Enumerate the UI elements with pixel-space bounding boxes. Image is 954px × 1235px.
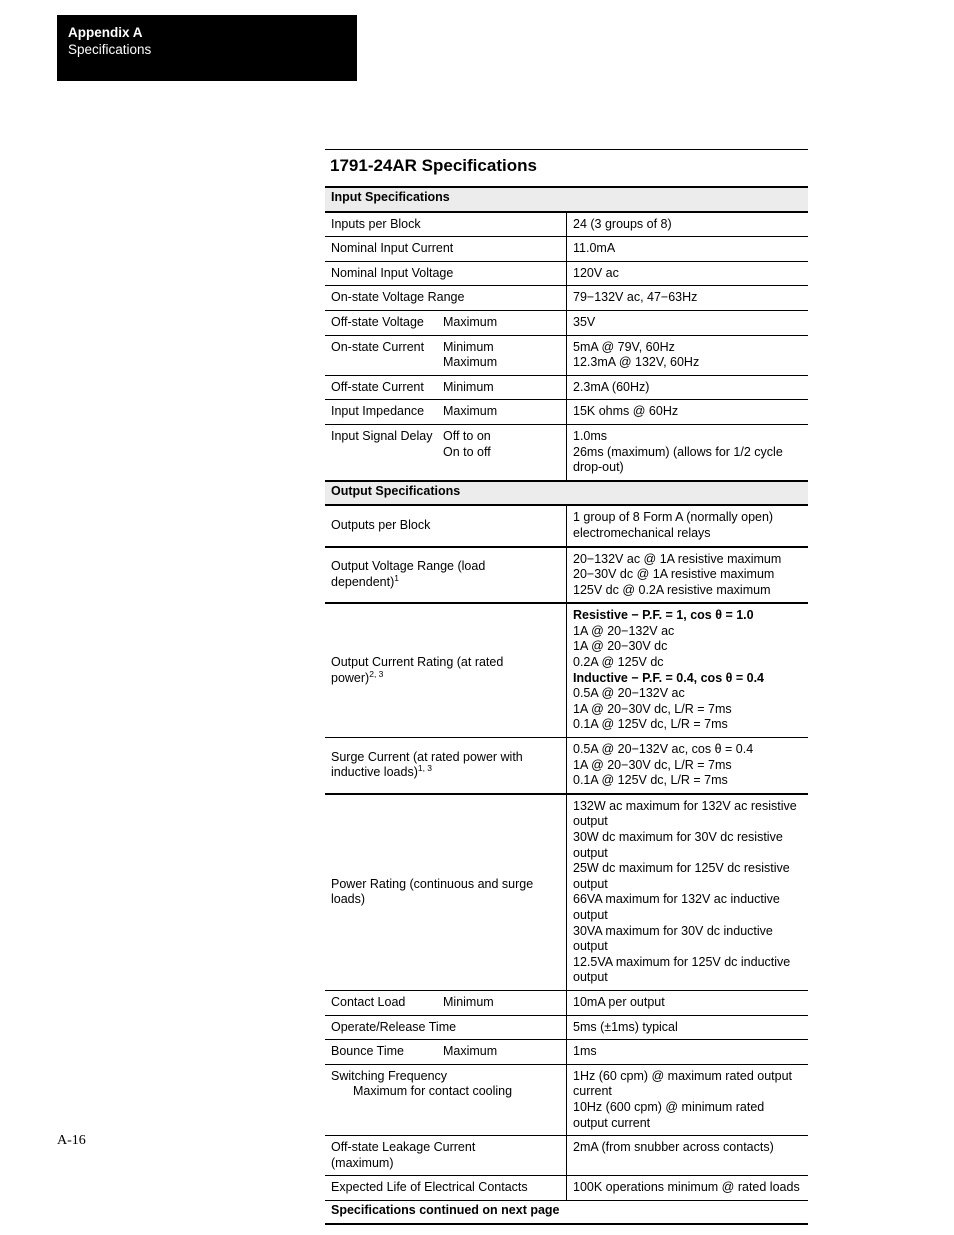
table-row: Contact Load Minimum 10mA per output — [325, 990, 808, 1015]
output-section-header: Output Specifications — [325, 481, 808, 506]
section-header — [57, 15, 357, 81]
continued-note: Specifications continued on next page — [325, 1200, 808, 1224]
table-row: Surge Current (at rated power with inductive loads)$^{1, 3}$ 0.5A @ 20−132V ac, cos θ = 0.4 1A @ 20−30V dc, L/R = 7ms 0.1A @ 125V dc, L/R = 7ms — [325, 738, 808, 794]
table-row: Operate/Release Time 5ms (±1ms) typical — [325, 1015, 808, 1040]
spec-sheet — [325, 149, 808, 1225]
page-title: 1791-24AR Specifications — [330, 156, 537, 175]
table-row: Power Rating (continuous and surge loads) 132W ac maximum for 132V ac resistive output 30W dc maximum for 30V dc resistive output 25W dc maximum for 125V dc resistive output 66VA maximum for 132V ac inductive output 30VA maximum for 30V dc inductive output 12.5VA maximum for 125V dc inductive output — [325, 794, 808, 991]
table-row: Off-state Leakage Current (maximum) 2mA (from snubber across contacts) — [325, 1136, 808, 1176]
table-row: Inputs per Block 24 (3 groups of 8) — [325, 212, 808, 237]
spec-table — [325, 186, 808, 1225]
table-row: Output Voltage Range (load dependent)$^1$ 20−132V ac @ 1A resistive maximum 20−30V dc @ 1A resistive maximum 125V dc @ 0.2A resistive maximum — [325, 547, 808, 604]
appendix-label: Appendix A — [68, 25, 143, 40]
table-row: Input Signal Delay Off to on On to off 1.0ms 26ms (maximum) (allows for 1/2 cycle drop-out) — [325, 424, 808, 480]
input-section-header: Input Specifications — [325, 187, 808, 212]
title-rule — [325, 149, 808, 150]
table-row: Switching Frequency Maximum for contact cooling 1Hz (60 cpm) @ maximum rated output current 10Hz (600 cpm) @ minimum rated output current — [325, 1064, 808, 1135]
table-row: Output Current Rating (at rated power)$^{2, 3}$ Resistive − P.F. = 1, cos θ = 1.0 1A @ 20−132V ac 1A @ 20−30V dc 0.2A @ 125V dc Inductive − P.F. = 0.4, cos θ = 0.4 0.5A @ 20−132V ac 1A @ 20−30V dc, L/R = 7ms 0.1A @ 125V dc, L/R = 7ms — [325, 603, 808, 737]
page-number: A-16 — [57, 1133, 86, 1148]
table-row: Off-state Voltage Maximum 35V — [325, 310, 808, 335]
section-label: Specifications — [68, 42, 152, 57]
table-row: On-state Current Minimum Maximum 5mA @ 79V, 60Hz 12.3mA @ 132V, 60Hz — [325, 335, 808, 375]
table-row: Expected Life of Electrical Contacts 100K operations minimum @ rated loads — [325, 1176, 808, 1201]
table-row: Input Impedance Maximum 15K ohms @ 60Hz — [325, 400, 808, 425]
table-row: Nominal Input Current 11.0mA — [325, 237, 808, 262]
table-row: Off-state Current Minimum 2.3mA (60Hz) — [325, 375, 808, 400]
table-row: Outputs per Block 1 group of 8 Form A (normally open) electromechanical relays — [325, 505, 808, 546]
table-row: Bounce Time Maximum 1ms — [325, 1040, 808, 1065]
table-row: Nominal Input Voltage 120V ac — [325, 261, 808, 286]
table-row: On-state Voltage Range 79−132V ac, 47−63Hz — [325, 286, 808, 311]
